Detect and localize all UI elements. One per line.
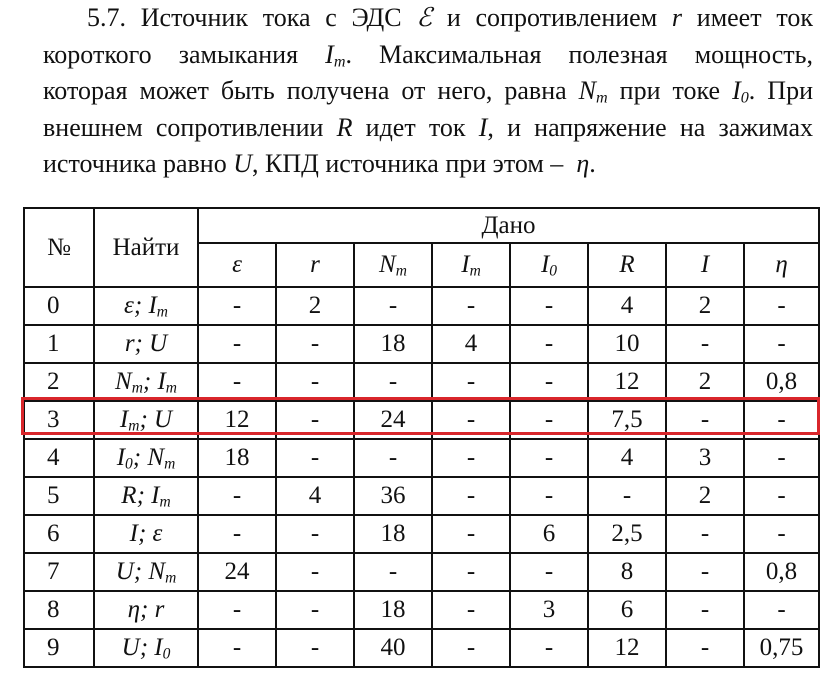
row-value: 18 (354, 325, 432, 363)
row-value: - (198, 363, 276, 401)
row-value: - (354, 363, 432, 401)
row-value: - (666, 591, 744, 629)
row-find: I; ε (94, 515, 198, 553)
row-value: 18 (354, 515, 432, 553)
row-value: - (354, 439, 432, 477)
row-value: 18 (354, 591, 432, 629)
row-value: - (354, 287, 432, 325)
header-given-col: R (588, 243, 666, 287)
row-value: - (198, 591, 276, 629)
row-value: 3 (510, 591, 588, 629)
row-value: - (198, 325, 276, 363)
row-value: - (432, 439, 510, 477)
row-number: 6 (24, 515, 94, 553)
row-find: r; U (94, 325, 198, 363)
row-value: - (744, 591, 819, 629)
row-value: - (432, 553, 510, 591)
table-row (24, 477, 819, 515)
table-row (24, 325, 819, 363)
row-number: 3 (24, 401, 94, 439)
problem-line-1: 5.7. Источник тока с ЭДС ℰ и сопротивлением r имеет ток (87, 3, 813, 32)
row-value: - (510, 401, 588, 439)
row-value: - (276, 401, 354, 439)
row-value: - (744, 477, 819, 515)
row-number: 8 (24, 591, 94, 629)
row-value: 3 (666, 439, 744, 477)
row-value: - (432, 477, 510, 515)
table-row (24, 515, 819, 553)
row-value: 7,5 (588, 401, 666, 439)
row-value: 0,8 (744, 553, 819, 591)
row-value: - (666, 629, 744, 667)
row-find: $I_m$; U (94, 401, 198, 439)
row-value: - (510, 325, 588, 363)
row-number: 1 (24, 325, 94, 363)
row-value: - (354, 553, 432, 591)
row-value: - (276, 553, 354, 591)
row-value: 8 (588, 553, 666, 591)
problem-statement (43, 0, 813, 183)
header-given-col: $N_m$ (354, 243, 432, 287)
table-row (24, 591, 819, 629)
row-value: - (588, 477, 666, 515)
row-value: - (432, 401, 510, 439)
header-given-col: r (276, 243, 354, 287)
row-value: - (744, 401, 819, 439)
row-value: 40 (354, 629, 432, 667)
row-number: 9 (24, 629, 94, 667)
row-value: 36 (354, 477, 432, 515)
row-number: 4 (24, 439, 94, 477)
row-value: - (510, 287, 588, 325)
row-value: - (276, 591, 354, 629)
row-number: 2 (24, 363, 94, 401)
row-find: R; $I_m$ (94, 477, 198, 515)
row-number: 0 (24, 287, 94, 325)
row-number: 7 (24, 553, 94, 591)
table-row (24, 287, 819, 325)
row-value: - (666, 553, 744, 591)
row-value: - (432, 591, 510, 629)
row-value: 10 (588, 325, 666, 363)
row-value: - (198, 515, 276, 553)
problem-line-2: короткого замыкания $I_m$. Максимальная полезная мощность, (43, 39, 813, 71)
table-row (24, 401, 819, 439)
row-value: 4 (588, 287, 666, 325)
row-value: - (198, 477, 276, 515)
row-value: - (510, 629, 588, 667)
row-value: 6 (510, 515, 588, 553)
row-value: 4 (432, 325, 510, 363)
row-value: - (432, 629, 510, 667)
header-given: Дано (198, 208, 819, 243)
row-value: - (744, 439, 819, 477)
problem-line-3: которая может быть получена от него, равна $N_m$ при токе $I_0$. При (43, 76, 813, 107)
row-find: U; $I_0$ (94, 629, 198, 667)
problem-line-4: внешнем сопротивлении R идет ток I, и напряжение на зажимах (43, 112, 813, 142)
row-value: - (276, 325, 354, 363)
table-row (24, 363, 819, 401)
row-value: - (276, 515, 354, 553)
row-value: - (666, 401, 744, 439)
row-value: - (432, 363, 510, 401)
row-value: 12 (588, 363, 666, 401)
table-row (24, 439, 819, 477)
row-value: - (510, 477, 588, 515)
row-value: 4 (588, 439, 666, 477)
header-number: № (24, 208, 94, 287)
row-value: - (432, 287, 510, 325)
row-value: - (510, 439, 588, 477)
row-value: 2,5 (588, 515, 666, 553)
row-value: 2 (666, 287, 744, 325)
header-given-col: $I_m$ (432, 243, 510, 287)
row-value: 0,75 (744, 629, 819, 667)
row-value: 24 (198, 553, 276, 591)
row-value: 2 (666, 363, 744, 401)
row-value: - (744, 515, 819, 553)
header-given-col: ε (198, 243, 276, 287)
row-value: 24 (354, 401, 432, 439)
row-value: - (198, 629, 276, 667)
row-value: - (432, 515, 510, 553)
row-value: - (666, 325, 744, 363)
row-number: 5 (24, 477, 94, 515)
row-value: - (198, 287, 276, 325)
header-given-col: I (666, 243, 744, 287)
row-value: 6 (588, 591, 666, 629)
row-value: 12 (588, 629, 666, 667)
row-find: U; $N_m$ (94, 553, 198, 591)
row-value: - (744, 287, 819, 325)
table-row (24, 553, 819, 591)
table-row (24, 629, 819, 667)
row-value: 0,8 (744, 363, 819, 401)
row-value: - (276, 363, 354, 401)
row-value: - (510, 553, 588, 591)
data-table (23, 207, 820, 668)
row-value: - (666, 515, 744, 553)
header-given-col: $I_0$ (510, 243, 588, 287)
header-find: Найти (94, 208, 198, 287)
row-value: - (510, 363, 588, 401)
row-find: ε; $I_m$ (94, 287, 198, 325)
problem-line-5: источника равно U, КПД источника при этом – η. (43, 149, 596, 178)
row-value: 2 (276, 287, 354, 325)
row-value: - (276, 439, 354, 477)
row-value: 18 (198, 439, 276, 477)
row-find: $I_0$; $N_m$ (94, 439, 198, 477)
header-given-col: η (744, 243, 819, 287)
row-value: 2 (666, 477, 744, 515)
row-value: - (744, 325, 819, 363)
row-value: - (276, 629, 354, 667)
row-value: 12 (198, 401, 276, 439)
row-find: η; r (94, 591, 198, 629)
row-value: 4 (276, 477, 354, 515)
row-find: $N_m$; $I_m$ (94, 363, 198, 401)
